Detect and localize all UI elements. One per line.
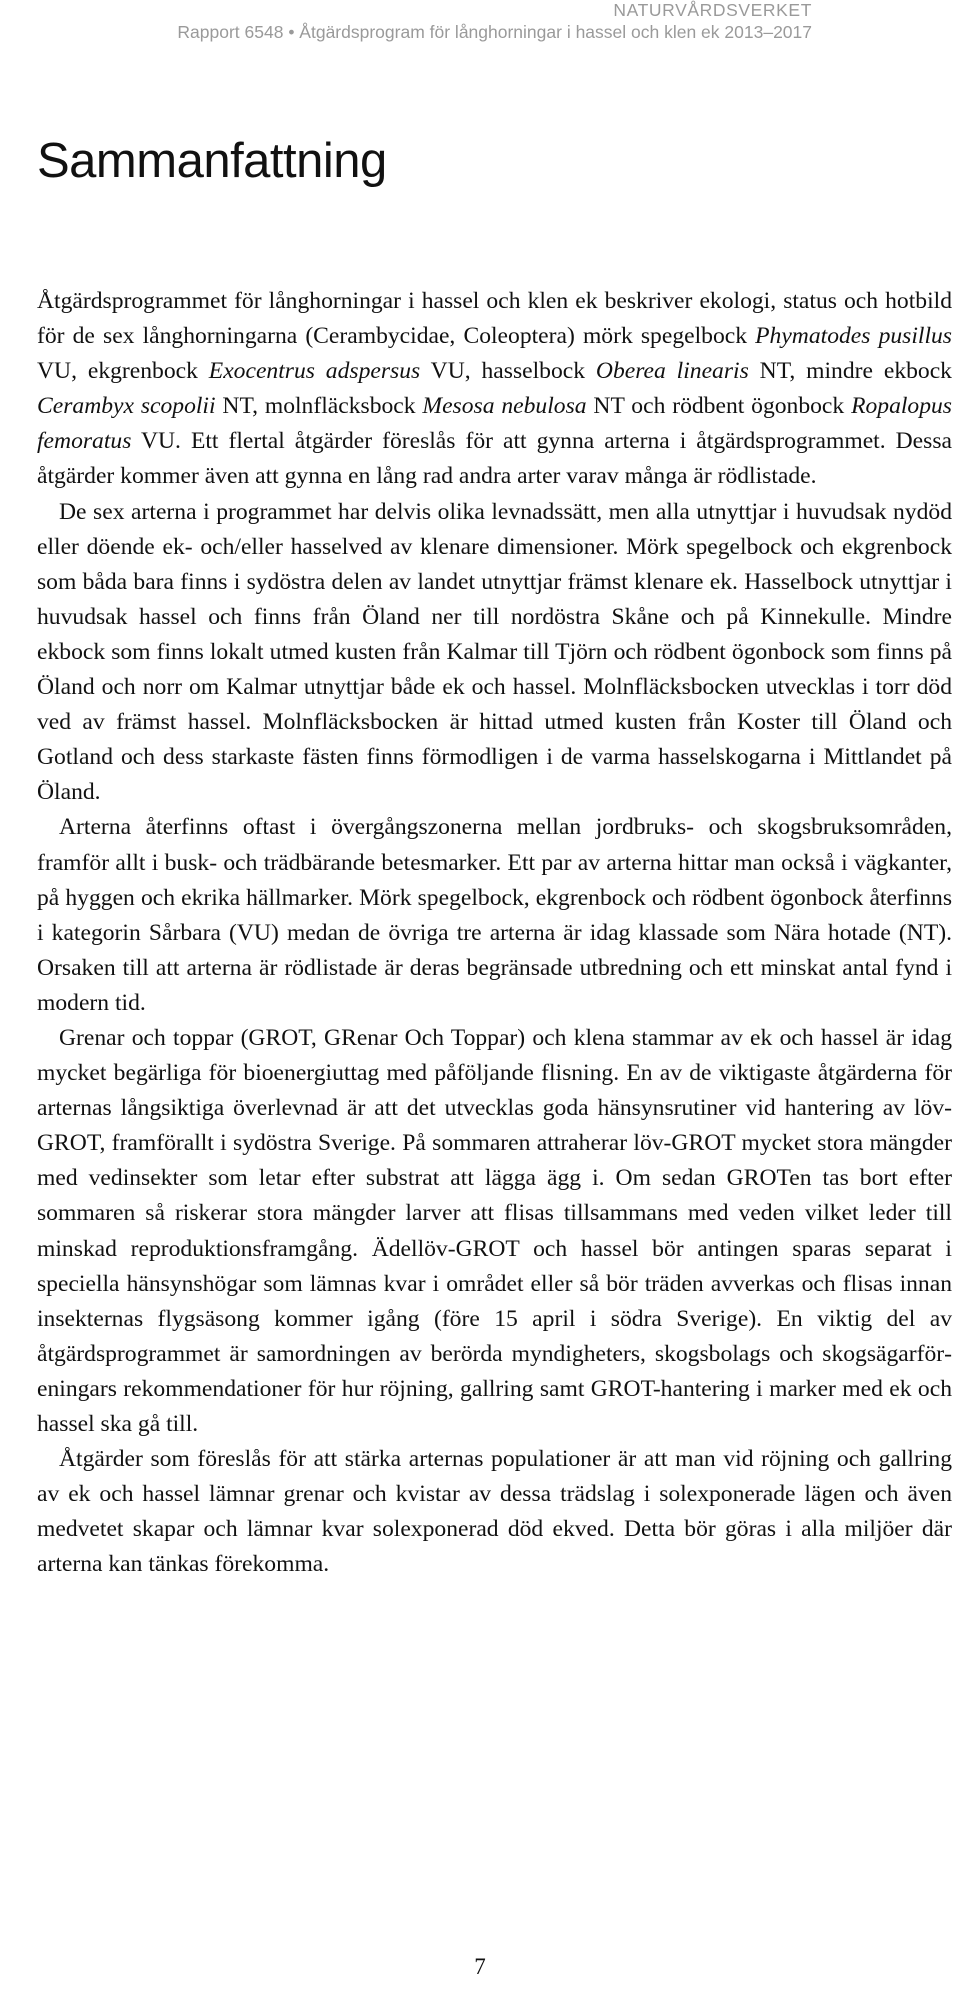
paragraph-2: De sex arterna i programmet har delvis olika levnadssätt, men alla utnyttjar i huvudsak nydöd eller döende ek- och/eller hasselved av klenare dimensioner. Mörk spegelbock och ekgrenbock som båda bara finns i sydöstra delen av landet utnyttjar främst klenare ek. Hasselbock utnyttjar i huvudsak hassel och finns från Öland ner till nordöstra Skåne och på Kinnekulle. Mindre ekbock som finns lokalt utmed kusten från Kalmar till Tjörn och rödbent ögonbock som finns på Öland och norr om Kalmar utnyttjar både ek och hassel. Molnfläcksbocken utvecklas i torr död ved av främst hassel. Molnfläcksbocken är hittad utmed kusten från Koster till Öland och Gotland och dess starkaste fästen finns förmodligen i de varma hasselskogarna i Mittlandet på Öland. (37, 498, 952, 806)
header-organization: NATURVÅRDSVERKET (613, 0, 812, 20)
text-run: NT och rödbent ögonbock (586, 393, 852, 420)
running-header (177, 0, 812, 43)
summary-body (37, 284, 952, 1582)
species-name-exocentrus-adspersus: Exocentrus adspersus (208, 358, 421, 385)
page-number: 7 (474, 1954, 486, 1979)
text-run: NT, mindre ekbock (748, 358, 952, 385)
species-name-cerambyx-scopolii: Cerambyx scopolii (37, 393, 216, 420)
header-report-line: Rapport 6548 • Åtgärdsprogram för långhorningar i hassel och klen ek 2013–2017 (177, 22, 812, 42)
species-name-oberea-linearis: Oberea linearis (595, 358, 749, 385)
text-run: NT, molnfläcksbock (215, 393, 423, 420)
text-run: VU, ekgrenbock (37, 358, 209, 385)
species-name-phymatodes-pusillus: Phymatodes pusillus (755, 323, 952, 350)
species-name-mesosa-nebulosa: Mesosa nebulosa (422, 393, 587, 420)
paragraph-1 (37, 284, 952, 495)
species-name-ropalopus-femoratus: Ropalopus femoratus (37, 393, 952, 455)
page-title: Sammanfattning (37, 134, 387, 188)
text-run: VU. Ett flertal åtgärder föreslås för att gynna arterna i åtgärdsprogrammet. Dessa åtgärder kommer även att gynna en lång rad andra arter varav många är rödlistade. (37, 428, 952, 490)
paragraph-5: Åtgärder som föreslås för att stärka arternas populationer är att man vid röjning och gallring av ek och hassel lämnar grenar och kvistar av dessa trädslag i solexponerade lägen och även medvetet skapar och lämnar kvar solexponerad död ekved. Detta bör göras i alla miljöer där arterna kan tänkas förekomma. (37, 1446, 952, 1578)
text-run: VU, hasselbock (420, 358, 596, 385)
text-run: Åtgärdsprogrammet för långhorningar i hassel och klen ek beskriver ekologi, status och hotbild för de sex långhorningarna (Cerambycidae, Coleoptera) mörk spegelbock (37, 288, 952, 350)
paragraph-3: Arterna återfinns oftast i övergångszonerna mellan jordbruks- och skogsbruksområden, framför allt i busk- och trädbärande betesmarker. Ett par av arterna hittar man också i vägkanter, på hyggen och ekrika hällmarker. Mörk spegelbock, ekgrenbock och rödbent ögonbock återfinns i kategorin Sårbara (VU) medan de övriga tre arterna är idag klassade som Nära hotade (NT). Orsaken till att arterna är rödlistade är deras begränsade utbredning och ett minskat antal fynd i modern tid. (37, 814, 952, 1016)
paragraph-4: Grenar och toppar (GROT, GRenar Och Toppar) och klena stammar av ek och hassel är idag mycket begärliga för bioenergiuttag med påföljande flisning. En av de viktigaste åtgärderna för arternas långsiktiga överlevnad är att det utvecklas goda hänsynsrutiner vid hantering av löv-GROT, framförallt i sydöstra Sverige. På sommaren attraherar löv-GROT mycket stora mängder med vedinsekter som letar efter substrat att lägga ägg i. Om sedan GROTen tas bort efter sommaren så riskerar stora mängder larver att flisas tillsammans med veden vilket leder till minskad reproduktionsframgång. Ädellöv-GROT och hassel bör antingen sparas separat i speciella hänsynshögar som lämnas kvar i området eller så bör träden avverkas och flisas innan insekternas flygsäsong kommer igång (före 15 april i södra Sverige). En viktig del av åtgärdsprogrammet är samordningen av berörda myndigheters, skogsbolags och skogsägarföreningars rekommendationer för hur röjning, gallring samt GROT-hantering i marker med ek och hassel ska gå till. (37, 1024, 952, 1437)
